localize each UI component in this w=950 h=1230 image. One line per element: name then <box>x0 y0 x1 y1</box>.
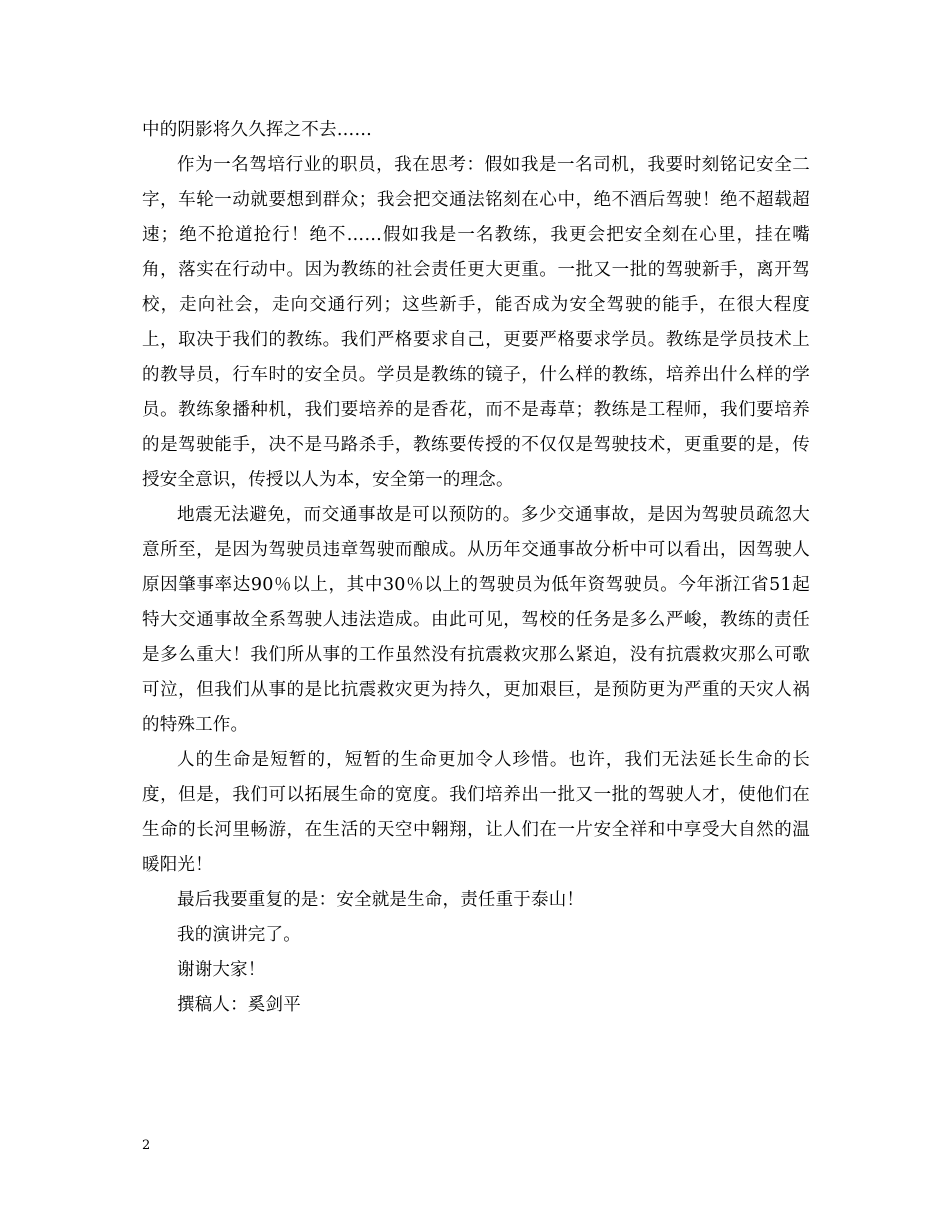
paragraph-closing-statement: 最后我要重复的是：安全就是生命，责任重于泰山！ <box>177 890 585 910</box>
paragraph-author: 撰稿人：奚剑平 <box>177 995 301 1015</box>
paragraph-continued: 中的阴影将久久挥之不去…… <box>142 120 373 140</box>
paragraph-life: 人的生命是短暂的，短暂的生命更加令人珍惜。也许，我们无法延长生命的长度，但是，我们可以拓展生命的宽度。我们培养出一批又一批的驾驶人才，使他们在生命的长河里畅游，在生活的天空中翱翔，让人们在一片安全祥和中享受大自然的温暖阳光！ <box>142 750 810 875</box>
paragraph-traffic-accidents: 地震无法避免，而交通事故是可以预防的。多少交通事故，是因为驾驶员疏忽大意所至，是因为驾驶员违章驾驶而酿成。从历年交通事故分析中可以看出，因驾驶人原因肇事率达90％以上，其中30％以上的驾驶员为低年资驾驶员。今年浙江省51起特大交通事故全系驾驶人违法造成。由此可见，驾校的任务是多么严峻，教练的责任是多么重大！我们所从事的工作虽然没有抗震救灾那么紧迫，没有抗震救灾那么可歌可泣，但我们从事的是比抗震救灾更为持久，更加艰巨，是预防更为严重的天灾人祸的特殊工作。 <box>142 505 810 735</box>
paragraph-speech-end: 我的演讲完了。 <box>177 925 301 945</box>
paragraph-thanks: 谢谢大家！ <box>177 960 266 980</box>
page-number: 2 <box>142 1138 151 1153</box>
document-body <box>142 113 810 1023</box>
paragraph-driving-instructor: 作为一名驾培行业的职员，我在思考：假如我是一名司机，我要时刻铭记安全二字，车轮一动就要想到群众；我会把交通法铭刻在心中，绝不酒后驾驶！绝不超载超速；绝不抢道抢行！绝不……假如我是一名教练，我更会把安全刻在心里，挂在嘴角，落实在行动中。因为教练的社会责任更大更重。一批又一批的驾驶新手，离开驾校，走向社会，走向交通行列；这些新手，能否成为安全驾驶的能手，在很大程度上，取决于我们的教练。我们严格要求自己，更要严格要求学员。教练是学员技术上的教导员，行车时的安全员。学员是教练的镜子，什么样的教练，培养出什么样的学员。教练象播种机，我们要培养的是香花，而不是毒草；教练是工程师，我们要培养的是驾驶能手，决不是马路杀手，教练要传授的不仅仅是驾驶技术，更重要的是，传授安全意识，传授以人为本，安全第一的理念。 <box>142 155 810 490</box>
